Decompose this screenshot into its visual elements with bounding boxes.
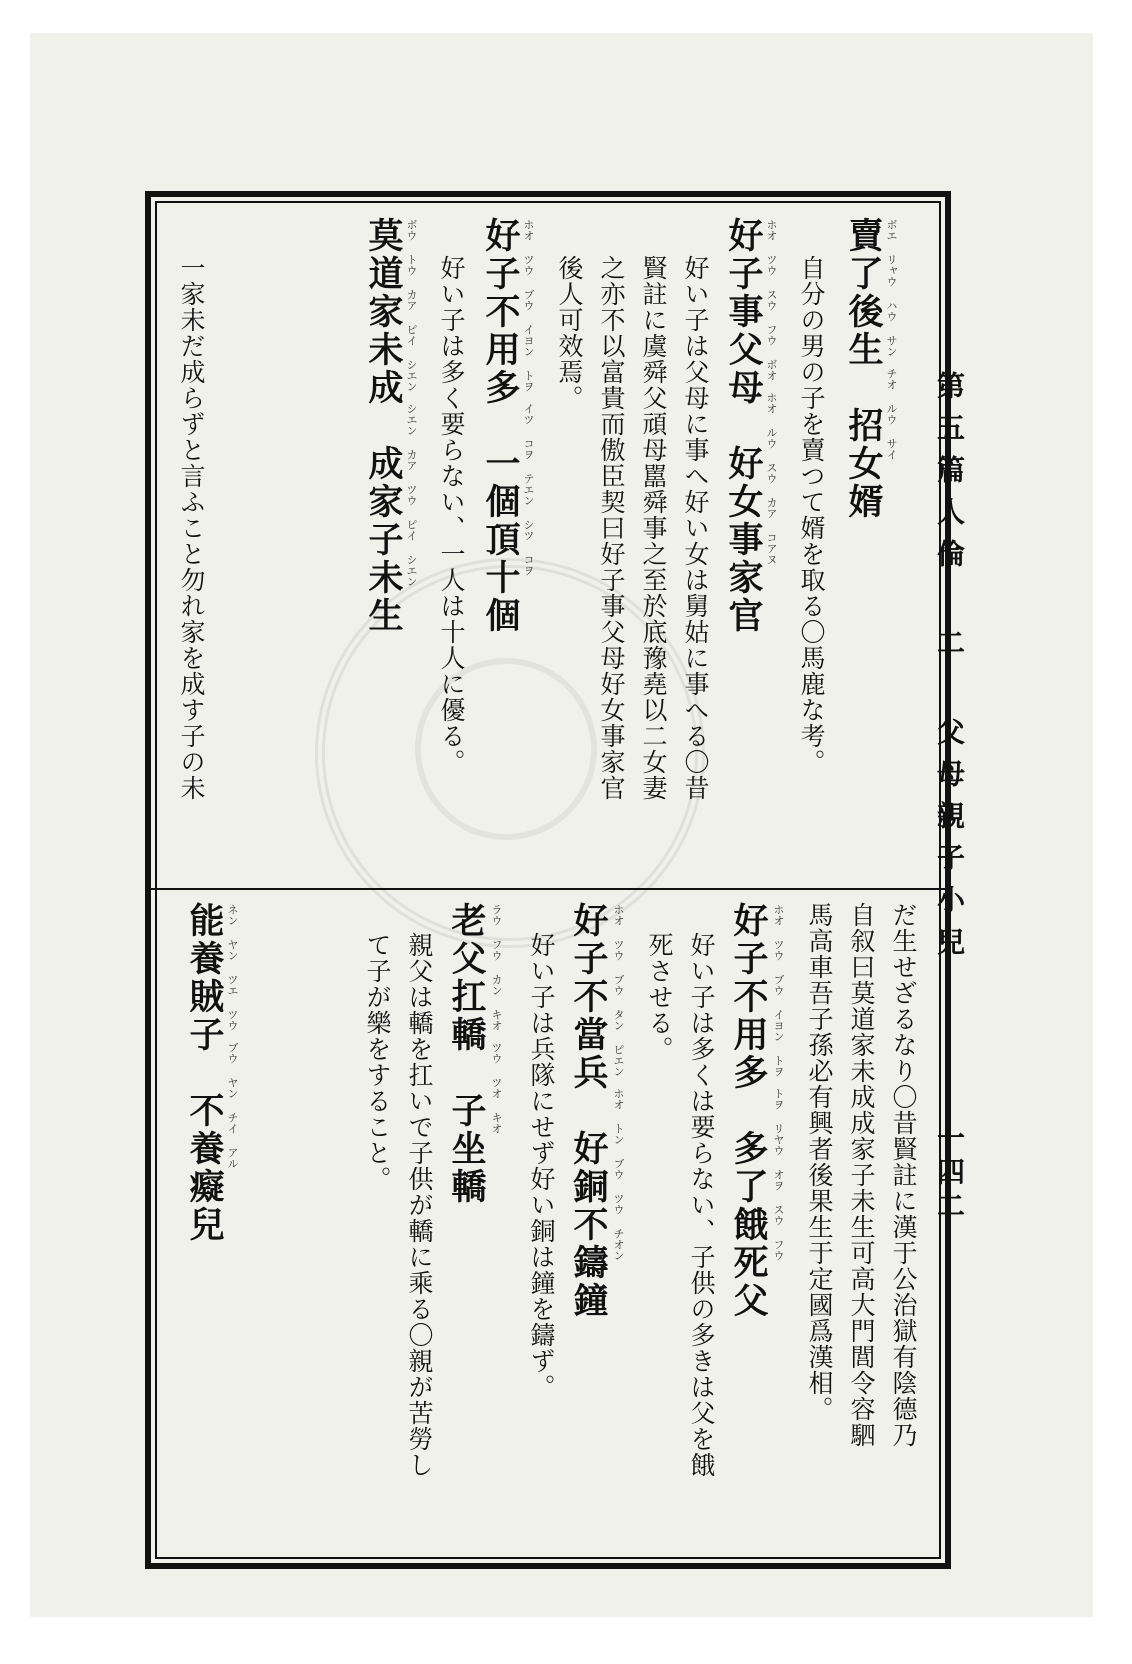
reading-guide: ホオ ツウ スウ フウ ボオ ホオ ルウ スウ カア コアヌ: [765, 219, 778, 565]
reading-guide: ネン ヤン ツエ ツウ ブウ ヤン チイ アル: [226, 904, 239, 1169]
running-title: 第五篇人倫 二 父母親子小兒: [933, 371, 966, 969]
reading-guide: ボウ トウ カア ピイ シエン シエン カア ツウ ピイ シエン: [405, 219, 418, 587]
proverb-heading: 好子不當兵 好銅不鑄鐘: [568, 902, 609, 1320]
explanation-text: 好い子は多くは要らない、子供の多きは父を餓: [687, 932, 716, 1478]
commentary-text: 馬高車吾子孫必有興者後果生于定國爲漢相。: [805, 902, 834, 1422]
reading-guide: ホオ ツウ ブウ タン ピエン ホオ トン ブウ ツウ チオン: [612, 904, 625, 1261]
proverb-heading: 好子不用多 一個頂十個: [480, 217, 521, 635]
explanation-text: 死させる。: [645, 932, 674, 1062]
commentary-text: 後人可效焉。: [555, 255, 584, 411]
proverb-heading: 好子不用多 多了餓死父: [728, 902, 769, 1320]
text-frame: [145, 191, 951, 1569]
explanation-text: 好い子は多く要らない、一人は十人に優る。: [437, 255, 466, 775]
explanation-text: 親父は轎を扛いで子供が轎に乘る〇親が苦勞し: [405, 932, 434, 1478]
explanation-text: 好い子は兵隊にせず好い銅は鐘を鑄ず。: [527, 932, 556, 1400]
proverb-heading: 賣了後生 招女婿: [843, 217, 884, 521]
reading-guide: ボエ リャウ ハウ サン チオ ルウ サイ: [885, 219, 898, 460]
explanation-text: 好い子は父母に事へ好い女は舅姑に事へる〇昔: [681, 255, 710, 801]
book-page: [30, 33, 1093, 1617]
commentary-text: 賢註に虞舜父頑母嚚舜事之至於底豫堯以二女妻: [639, 255, 668, 801]
proverb-heading: 好子事父母 好女事家官: [723, 217, 764, 635]
section-divider: [151, 888, 945, 890]
commentary-text: だ生せざるなり〇昔賢註に漢于公治獄有陰德乃: [889, 902, 918, 1448]
reading-guide: ラウ フウ カン キオ ツウ ツオ キオ: [490, 904, 503, 1134]
commentary-text: 自叙曰莫道家未成成家子未生可高大門閭令容駟: [847, 902, 876, 1448]
reading-guide: ホオ ツウ ブウ イヨン トヲ トヲ リヤウ オヲ スウ フウ: [772, 904, 785, 1261]
explanation-text: て子が樂をすること。: [363, 932, 392, 1192]
explanation-text: 自分の男の子を賣つて婿を取る〇馬鹿な考。: [797, 255, 826, 775]
proverb-heading: 莫道家未成 成家子未生: [363, 217, 404, 635]
page-number: 一四二: [933, 1123, 966, 1225]
proverb-heading: 能養賊子 不養癡兒: [184, 902, 225, 1244]
commentary-text: 之亦不以富貴而傲臣契曰好子事父母好女事家官: [597, 255, 626, 801]
explanation-text: 一家未だ成らずと言ふこと勿れ家を成す子の未: [177, 255, 206, 801]
proverb-heading: 老父扛轎 子坐轎: [446, 902, 487, 1206]
reading-guide: ホオ ツウ ブウ イヨン トヲ イツ コヲ テエン シツ コヲ: [522, 219, 535, 576]
